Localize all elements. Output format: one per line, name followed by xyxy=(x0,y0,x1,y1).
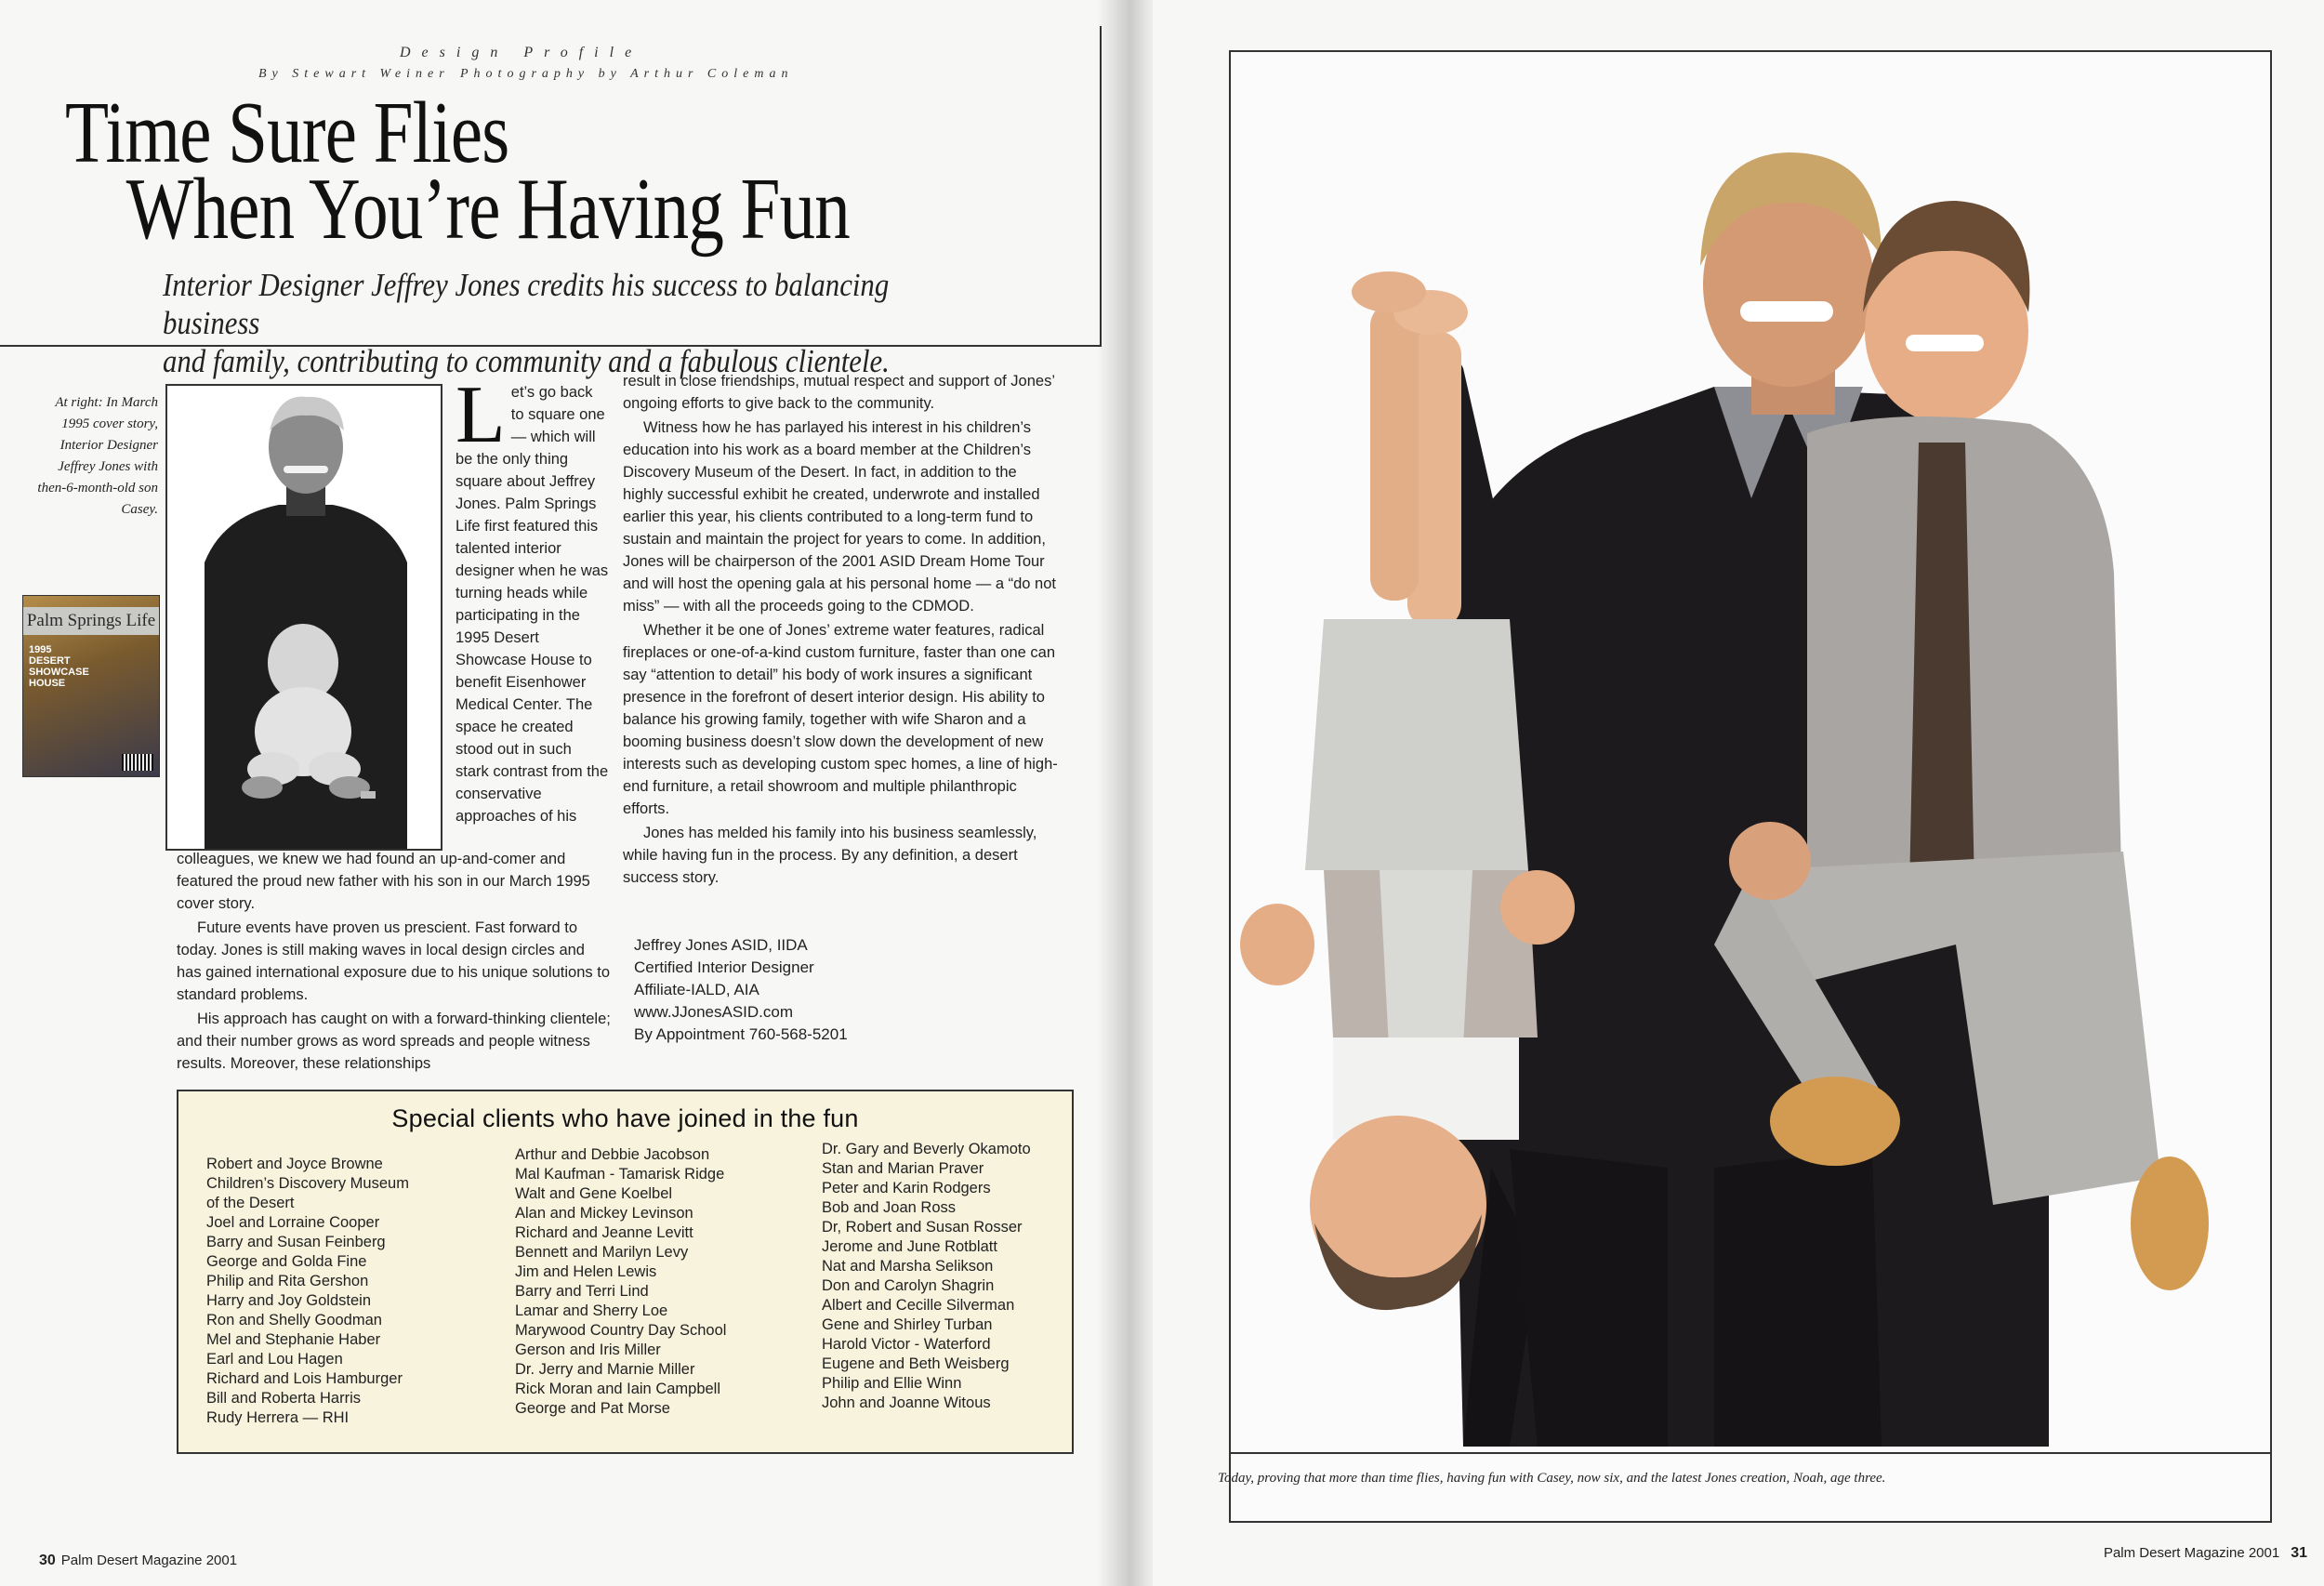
body-column-a xyxy=(456,370,609,827)
designer-contact-block xyxy=(634,934,848,1046)
left-page-number: 30 xyxy=(39,1553,56,1568)
author-byline: By Stewart Weiner xyxy=(258,67,450,81)
client-list-item: Gerson and Iris Miller xyxy=(515,1341,661,1358)
right-page-number: 31 xyxy=(2291,1545,2307,1561)
father-holding-baby-illustration xyxy=(167,386,442,851)
cover-headline: 1995 DESERT SHOWCASE HOUSE xyxy=(29,644,89,689)
body-paragraph: Future events have proven us prescient. Fast forward to today. Jones is still making waves in local design circles and has gained international exposure due to his unique solutions to standard problems. xyxy=(177,919,610,1003)
side-caption: At right: In March 1995 cover story, Interior Designer Jeffrey Jones with then-6-month-old son Casey. xyxy=(37,395,158,517)
client-list-item: Alan and Mickey Levinson xyxy=(515,1205,693,1222)
client-list-item: Peter and Karin Rodgers xyxy=(822,1180,991,1196)
contact-phone: By Appointment 760-568-5201 xyxy=(634,1025,848,1043)
deck-line-2: and family, contributing to community and a fabulous clientele. xyxy=(163,343,890,379)
client-list-item: George and Pat Morse xyxy=(515,1400,670,1417)
client-list-item: Philip and Rita Gershon xyxy=(206,1273,369,1289)
client-list-item: Children’s Discovery Museum xyxy=(206,1175,409,1192)
body-paragraph: Whether it be one of Jones’ extreme water features, radical fireplaces or one-of-a-kind custom furniture, faster than one can say “attention to detail” his body of work insures a significant presence in the forefront of desert interior design. His ability to balance his growing family, together with wife Sharon and a booming business doesn’t slow down the development of new interests such as developing custom spec homes, a line of high-end furniture, a retail showroom and multiple philanthropic efforts. xyxy=(623,622,1058,817)
client-list-item: Dr, Robert and Susan Rosser xyxy=(822,1219,1023,1236)
left-page xyxy=(0,0,1153,1586)
client-list-item: Mal Kaufman - Tamarisk Ridge xyxy=(515,1166,725,1183)
client-list-item: Albert and Cecille Silverman xyxy=(822,1297,1015,1314)
body-text-opening: et’s go back to square one — which will be the only thing square about Jeffrey Jones. Palm Springs Life first featured this talented interior designer when he was turning heads while participating in the 1995 Desert Showcase House to benefit Eisenhower Medical Center. The space he created stood out in such stark contrast from the conservative approaches of his xyxy=(456,384,609,825)
client-list-item: Harold Victor - Waterford xyxy=(822,1336,991,1353)
client-list-item: Rudy Herrera — RHI xyxy=(206,1409,350,1426)
left-folio-title: Palm Desert Magazine 2001 xyxy=(60,1553,238,1568)
client-list-item: Lamar and Sherry Loe xyxy=(515,1302,668,1319)
father-with-two-sons-illustration xyxy=(1231,52,2272,1523)
client-list-item: Rick Moran and Iain Campbell xyxy=(515,1381,721,1397)
clients-column-3 xyxy=(822,1140,1031,1413)
black-white-photo xyxy=(165,384,442,851)
client-list-item: Ron and Shelly Goodman xyxy=(206,1312,382,1328)
client-list-item: Don and Carolyn Shagrin xyxy=(822,1277,995,1294)
headline-line-1: Time Sure Flies xyxy=(65,85,509,181)
client-list-item: Earl and Lou Hagen xyxy=(206,1351,343,1368)
cover-masthead: Palm Springs Life xyxy=(23,607,159,635)
client-list-item: Walt and Gene Koelbel xyxy=(515,1185,673,1202)
right-folio xyxy=(2104,1545,2307,1562)
client-list-item: Barry and Susan Feinberg xyxy=(206,1234,386,1250)
barcode-icon xyxy=(122,754,153,771)
client-list-item: Joel and Lorraine Cooper xyxy=(206,1214,380,1231)
client-list-item: Eugene and Beth Weisberg xyxy=(822,1355,1010,1372)
client-list-item: Bob and Joan Ross xyxy=(822,1199,957,1216)
contact-website: www.JJonesASID.com xyxy=(634,1003,793,1021)
photographer-byline: Photography by Arthur Coleman xyxy=(460,67,794,81)
clients-title: Special clients who have joined in the fun xyxy=(391,1104,859,1132)
section-kicker: Design Profile xyxy=(400,45,643,60)
body-paragraph: Jones has melded his family into his business seamlessly, while having fun in the process. By any definition, a desert success story. xyxy=(623,825,1037,886)
client-list-item: of the Desert xyxy=(206,1195,295,1211)
right-folio-title: Palm Desert Magazine 2001 xyxy=(2103,1545,2280,1561)
clients-column-1 xyxy=(206,1155,409,1428)
body-column-b xyxy=(623,370,1060,891)
client-list-item: Nat and Marsha Selikson xyxy=(822,1258,994,1275)
client-list-item: Richard and Jeanne Levitt xyxy=(515,1224,693,1241)
client-list-item: Marywood Country Day School xyxy=(515,1322,727,1339)
client-list-item: Stan and Marian Praver xyxy=(822,1160,984,1177)
client-list-item: Dr. Gary and Beverly Okamoto xyxy=(822,1141,1031,1157)
client-list-item: George and Golda Fine xyxy=(206,1253,367,1270)
drop-cap: L xyxy=(456,370,506,460)
client-list-item: Harry and Joy Goldstein xyxy=(206,1292,371,1309)
photo-caption: Today, proving that more than time flies, having fun with Casey, now six, and the latest Jones creation, Noah, age three. xyxy=(1218,1471,1886,1486)
client-list-item: Gene and Shirley Turban xyxy=(822,1316,993,1333)
client-list-item: Arthur and Debbie Jacobson xyxy=(515,1146,710,1163)
body-paragraph: Witness how he has parlayed his interest in his children’s education into his work as a board member at the Children’s Discovery Museum of the Desert. In fact, in addition to the highly successful exhibit he created, underwrote and installed earlier this year, his clients contributed to a long-term fund to sustain and maintain the project for years to come. In addition, Jones will be chairperson of the 2001 ASID Dream Home Tour and will host the opening gala at his personal home — a “do not miss” — with all the proceeds going to the CDMOD. xyxy=(623,419,1056,615)
client-list-item: Jerome and June Rotblatt xyxy=(822,1238,997,1255)
client-list-item: Jim and Helen Lewis xyxy=(515,1263,657,1280)
client-list-item: Bennett and Marilyn Levy xyxy=(515,1244,689,1261)
client-list-item: Robert and Joyce Browne xyxy=(206,1156,383,1172)
client-list-item: Philip and Ellie Winn xyxy=(822,1375,962,1392)
deck-line-1: Interior Designer Jeffrey Jones credits his success to balancing business xyxy=(163,267,890,341)
clients-column-2 xyxy=(515,1145,726,1419)
special-clients-box xyxy=(177,1090,1074,1454)
contact-name: Jeffrey Jones ASID, IIDA xyxy=(634,936,808,954)
left-folio xyxy=(39,1553,237,1569)
magazine-cover-thumbnail xyxy=(22,595,160,777)
body-paragraph: result in close friendships, mutual respect and support of Jones’ ongoing efforts to give back to the community. xyxy=(623,373,1055,412)
caption-rule xyxy=(1229,1452,2272,1454)
client-list-item: Mel and Stephanie Haber xyxy=(206,1331,381,1348)
client-list-item: Bill and Roberta Harris xyxy=(206,1390,361,1407)
family-photo xyxy=(1229,50,2272,1523)
client-list-item: Barry and Terri Lind xyxy=(515,1283,649,1300)
article-headline xyxy=(65,85,904,258)
article-deck xyxy=(163,266,899,380)
body-column-a-continued xyxy=(177,848,612,1077)
headline-line-2: When You’re Having Fun xyxy=(125,161,850,258)
client-list-item: Richard and Lois Hamburger xyxy=(206,1370,403,1387)
client-list-item: Dr. Jerry and Marnie Miller xyxy=(515,1361,695,1378)
contact-affiliations: Affiliate-IALD, AIA xyxy=(634,981,759,998)
body-paragraph: colleagues, we knew we had found an up-and-comer and featured the proud new father with his son in our March 1995 cover story. xyxy=(177,851,590,912)
client-list-item: John and Joanne Witous xyxy=(822,1394,991,1411)
body-paragraph: His approach has caught on with a forward-thinking clientele; and their number grows as word spreads and people witness results. Moreover, these relationships xyxy=(177,1011,611,1072)
contact-title: Certified Interior Designer xyxy=(634,958,814,976)
